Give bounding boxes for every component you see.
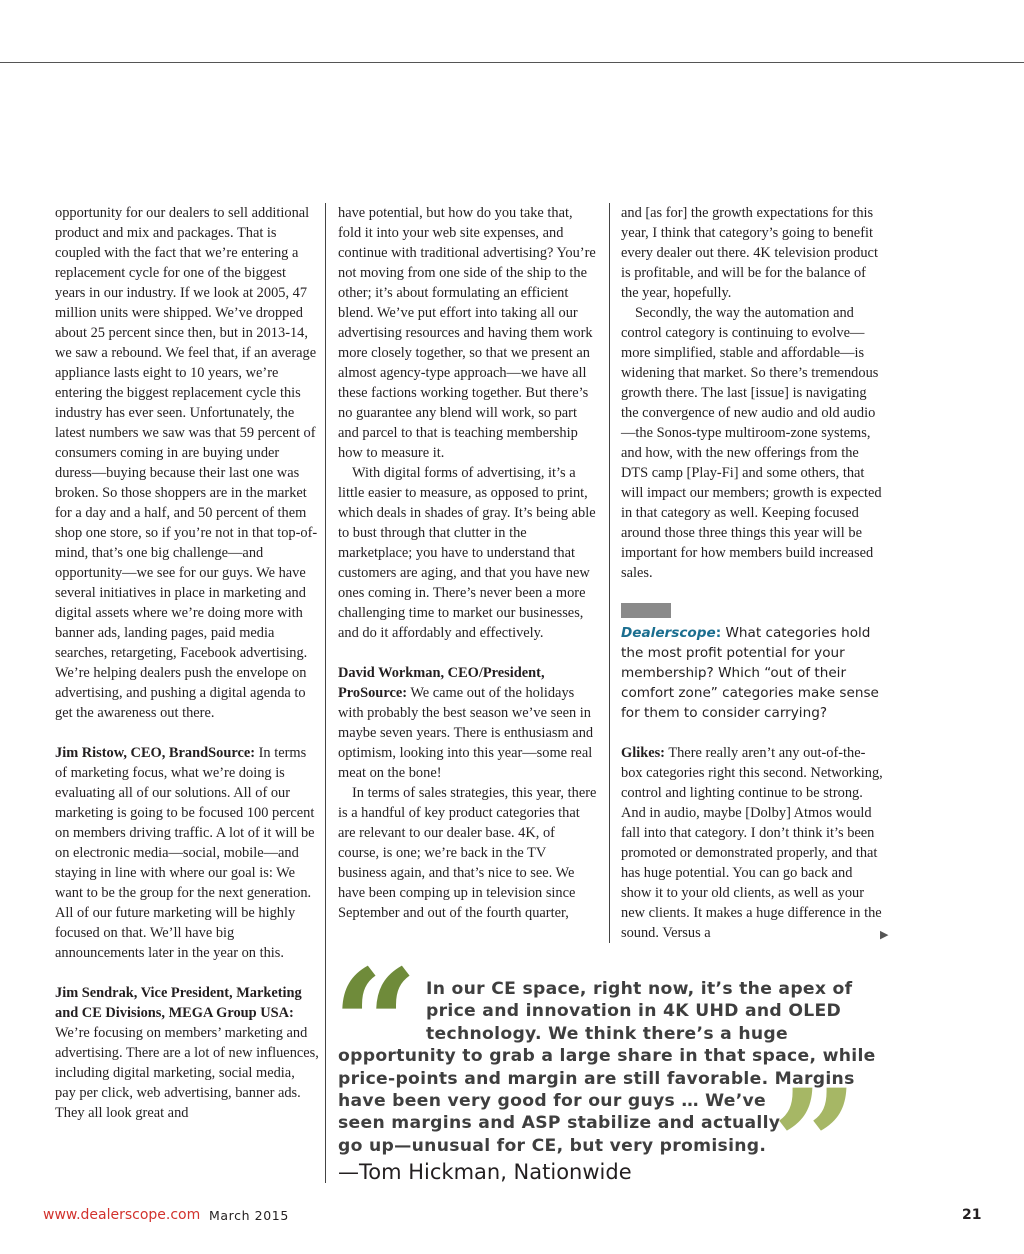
continue-arrow-icon: ▶ <box>880 929 889 941</box>
paragraph: In terms of sales strategies, this year, there is a handful of key product categories that are relevant to our dealer base. 4K, of course, is one; we’re back in the TV business again, and that’s nice to see. We have been comping up in television since September and out of the fourth quarter, <box>338 785 597 921</box>
paragraph: and [as for] the growth expectations for this year, I think that category’s going to benefit every dealer out there. 4K television product is profitable, and will be for the balance of the year, hopefully. <box>621 205 878 301</box>
paragraph-text: We came out of the holidays with probably the best season we’ve seen in maybe seven years. There is enthusiasm and optimism, looking into this year—some real meat on the bone! <box>338 685 594 781</box>
column-divider <box>325 203 326 1183</box>
paragraph <box>55 983 319 1123</box>
paragraph: have potential, but how do you take that, fold it into your web site expenses, and continue with traditional advertising? You’re not moving from one side of the ship to the other; it’s about formulating an efficient blend. We’ve put effort into taking all our advertising resources and having them work more closely together, so that we present an almost agency-type approach—we have all these factions working together. But there’s no guarantee any blend will work, so part and parcel to that is teaching membership how to measure it. <box>338 205 596 461</box>
footer-website-link[interactable]: www.dealerscope.com <box>43 1207 201 1223</box>
paragraph <box>55 743 319 963</box>
header-rule <box>0 62 1024 63</box>
speaker-name: Glikes: <box>621 745 665 761</box>
question-text: What categories hold the most profit potential for your membership? Which “out of their comfort zone” categories make sense for them to consider carrying? <box>621 625 879 721</box>
paragraph <box>621 743 883 943</box>
question-brand: Dealerscope <box>621 625 716 641</box>
question-colon: : <box>715 625 722 641</box>
pull-quote-line: price-points and margin are still favorable. Margins <box>338 1068 855 1089</box>
paragraph: With digital forms of advertising, it’s a little easier to measure, as opposed to print, which deals in shades of gray. It’s being able to bust through that clutter in the marketplace; you have to understand that customers are aging, and that you have new ones coming in. There’s never been a more challenging time to market our businesses, and do it affordably and effectively. <box>338 465 596 641</box>
close-quote-icon: ” <box>772 1057 859 1233</box>
paragraph: opportunity for our dealers to sell additional product and mix and packages. That is coupled with the fact that we’re entering a replacement cycle for one of the biggest years in our industry. If we look at 2005, 47 million units were shipped. We’ve dropped about 25 percent since then, but in 2013-14, we saw a rebound. We feel that, if an average appliance lasts eight to 10 years, we’re entering the biggest replacement cycle this industry has ever seen. Unfortunately, the latest numbers we saw was that 59 percent of consumers coming in are buying under duress—buying because their last one was broken. So those shoppers are in the market for a day and a half, and 50 percent of them shop one store, so if you’re not in that top-of-mind, that’s one big challenge—and opportunity—we see for our guys. We have several initiatives in place in marketing and digital assets where we’re doing more with banner ads, landing pages, paid media searches, retargeting, Facebook advertising. We’re helping dealers push the envelope on advertising, and pushing a digital agenda to get the awareness out there. <box>55 205 318 721</box>
paragraph-text: In terms of marketing focus, what we’re doing is evaluating all of our solutions. All of our marketing is going to be focused 100 percent on members driving traffic. A lot of it will be on electronic media—social, mobile—and staying in line with where our goal is: We want to be the group for the next generation. All of our future marketing will be highly focused on that. We’ll have big announcements later in the year on this. <box>55 745 315 961</box>
pull-quote-line: opportunity to grab a large share in that space, while <box>338 1046 876 1067</box>
pull-quote-line: price and innovation in 4K UHD and OLED <box>426 1001 842 1022</box>
paragraph-text: We’re focusing on members’ marketing and advertising. There are a lot of new influences, including digital marketing, social media, pay per click, web advertising, banner ads. They all look great and <box>55 1025 319 1121</box>
article-column-3 <box>621 203 883 943</box>
question-marker-bar <box>621 603 671 618</box>
speaker-name: Jim Ristow, CEO, BrandSource: <box>55 745 256 761</box>
pull-quote-line: In our CE space, right now, it’s the apex of <box>426 979 853 999</box>
interview-question <box>621 623 883 723</box>
speaker-name: Jim Sendrak, Vice President, Marketing and CE Divisions, MEGA Group USA: <box>55 985 302 1021</box>
speaker-name: David Workman, CEO/President, ProSource: <box>338 665 545 701</box>
paragraph-text: There really aren’t any out-of-the-box categories right this second. Networking, control and lighting continue to be strong. And in audio, maybe [Dolby] Atmos would fall into that category. I don’t think it’s been promoted or demonstrated properly, and that has huge potential. You can go back and show it to your old clients, as well as your new clients. It makes a huge difference in the sound. Versus a <box>621 745 883 941</box>
page-number: 21 <box>962 1207 982 1223</box>
pull-quote-line: technology. We think there’s a huge <box>426 1023 788 1044</box>
pull-quote-line: go up—unusual for CE, but very promising. <box>338 1135 767 1156</box>
paragraph: Secondly, the way the automation and control category is continuing to evolve—more simplified, stable and affordable—is widening that market. So there’s tremendous growth there. The last [issue] is navigating the convergence of new audio and old audio—the Sonos-type multiroom-zone systems, and how, with the new offerings from the DTS camp [Play-Fi] and some others, that will impact our members; growth is expected in that category as well. Keeping focused around those three things this year will be important for how members build increased sales. <box>621 305 882 581</box>
article-column-1 <box>55 203 319 1123</box>
open-quote-icon: “ <box>332 937 419 1113</box>
footer-issue-date: March 2015 <box>209 1208 289 1223</box>
paragraph <box>338 663 598 783</box>
article-column-2 <box>338 203 598 923</box>
pull-quote-attribution: —Tom Hickman, Nationwide <box>338 1160 632 1184</box>
column-divider <box>609 203 610 943</box>
pull-quote-line: seen margins and ASP stabilize and actually <box>338 1113 781 1134</box>
pull-quote-line: have been very good for our guys … We’ve <box>338 1091 767 1112</box>
